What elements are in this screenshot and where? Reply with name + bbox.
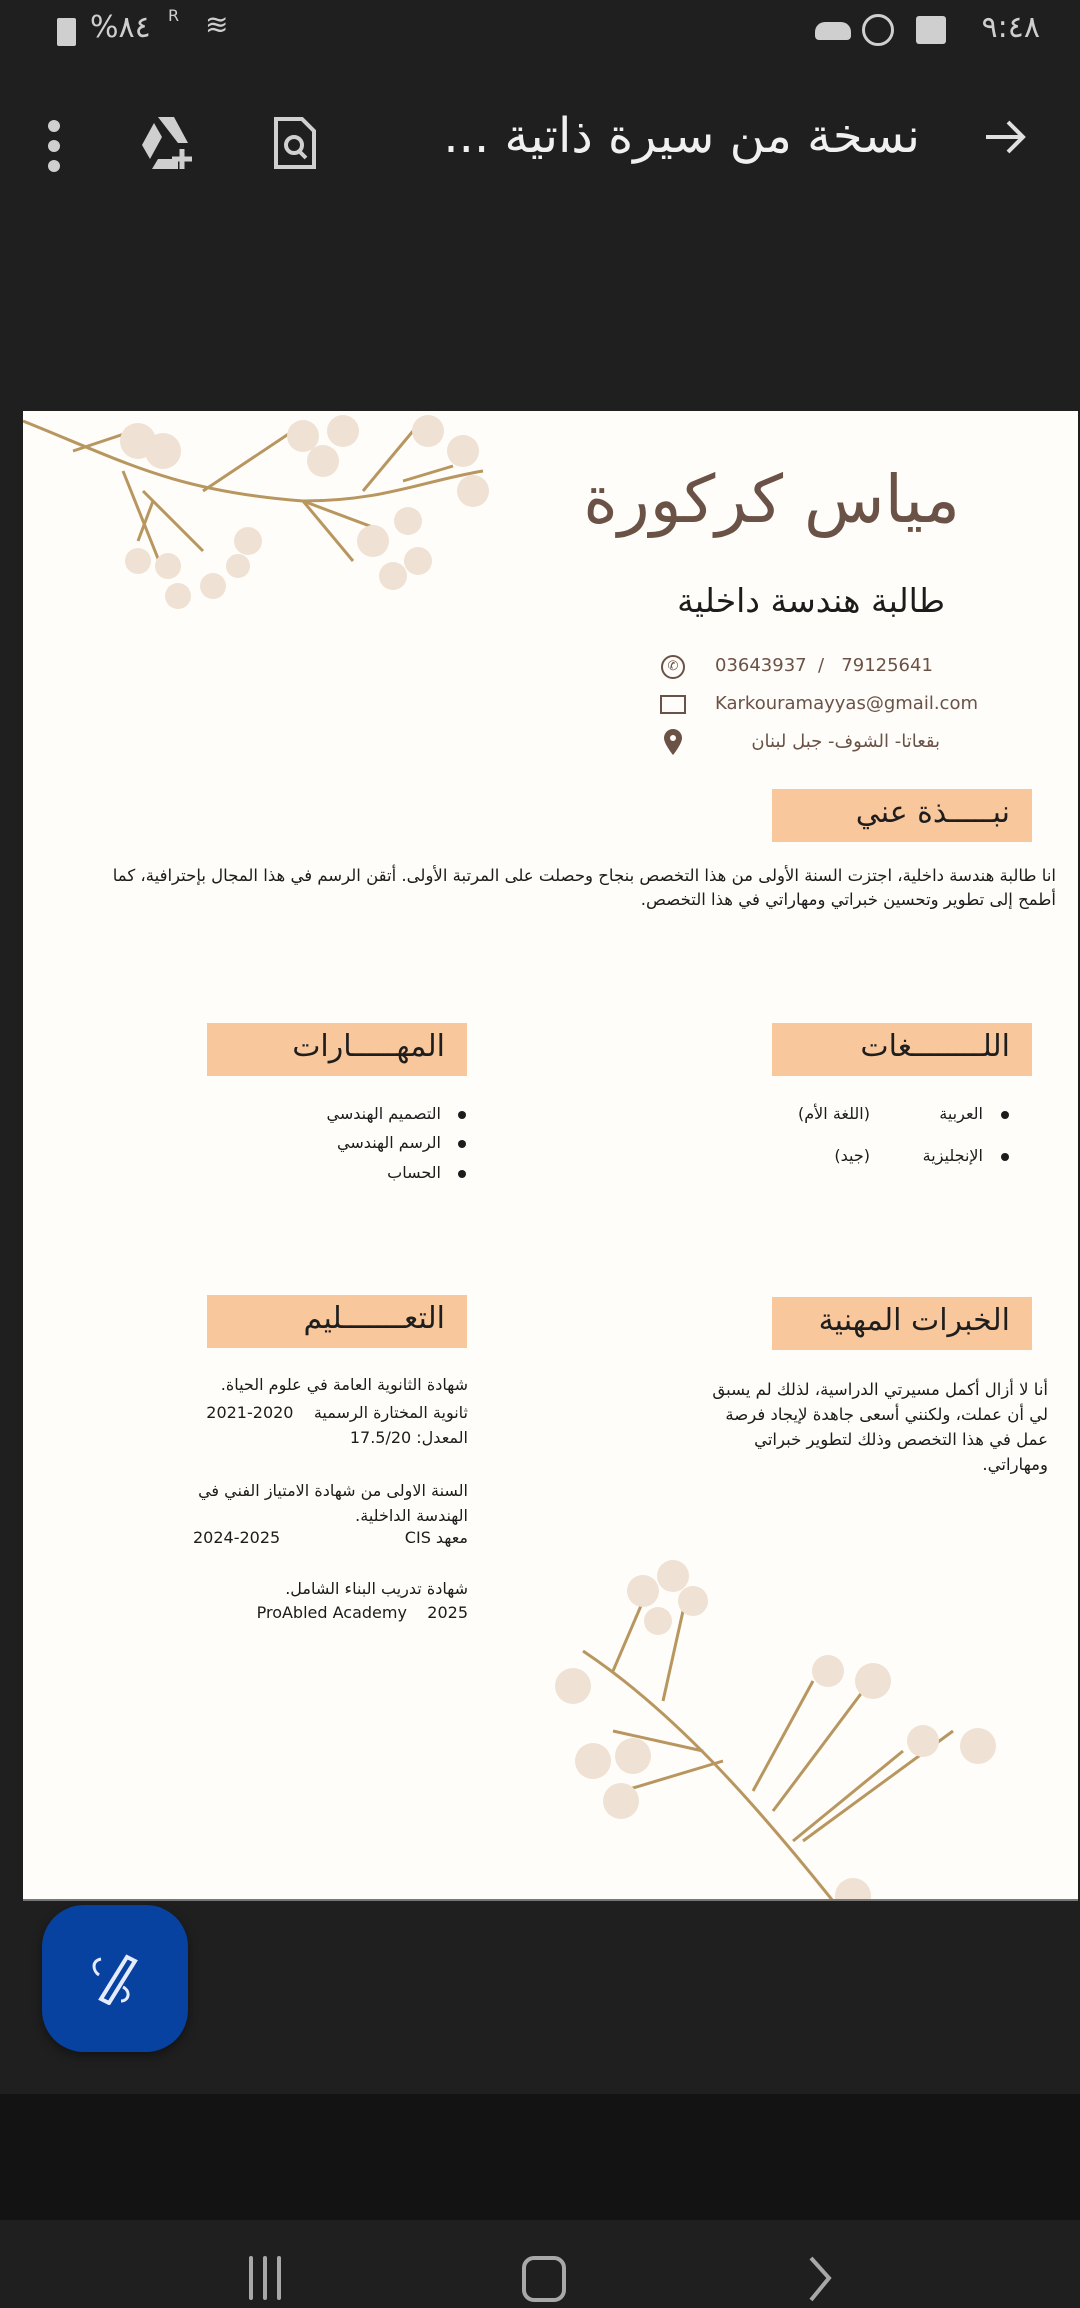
drive-add-icon — [138, 115, 200, 171]
education-line: الهندسة الداخلية. — [355, 1506, 468, 1525]
location-pin-icon — [664, 729, 682, 755]
document-title: نسخة من سيرة ذاتية ... — [443, 108, 920, 164]
education-line: 2024-2025 — [193, 1528, 281, 1547]
resume-name: مياس كركورة — [583, 461, 960, 538]
signal-icon — [168, 6, 179, 25]
about-text: انا طالبة هندسة داخلية، اجتزت السنة الأولى من هذا التخصص بنجاح وحصلت على المرتبة الأولى. أتقن الرسم في هذا المجال بإحترافية، كما أطمح إلى تطوير وتحسين خبراتي ومهاراتي في هذا التخصص. — [112, 866, 1056, 909]
bullet — [458, 1170, 466, 1178]
signal-roaming-label: R — [168, 6, 180, 25]
skill-item: الرسم الهندسي — [337, 1133, 441, 1152]
skills-heading: المهـــــارات — [207, 1023, 467, 1076]
back-button[interactable] — [980, 112, 1030, 162]
skill-item: التصميم الهندسي — [326, 1104, 441, 1123]
education-line: ProAbled Academy 2025 — [256, 1603, 468, 1622]
bullet — [458, 1111, 466, 1119]
resume-page[interactable] — [23, 411, 1078, 1901]
document-search-icon — [272, 115, 320, 171]
bullet — [1001, 1153, 1009, 1161]
more-vert-icon — [48, 120, 60, 172]
education-heading: التعـــــــليم — [207, 1295, 467, 1348]
resume-subtitle: طالبة هندسة داخلية — [677, 581, 945, 620]
experience-heading: الخبرات المهنية — [772, 1297, 1032, 1350]
contact-email[interactable]: Karkouramayyas@gmail.com — [715, 693, 978, 714]
email-icon — [660, 695, 686, 714]
home-icon — [522, 2256, 566, 2302]
education-line: السنة الاولى من شهادة الامتياز الفني في — [198, 1481, 468, 1500]
find-in-document-button[interactable] — [272, 115, 320, 171]
recent-apps-button[interactable] — [243, 2256, 287, 2302]
skill-item: الحساب — [387, 1163, 441, 1182]
language-level: (جيد) — [834, 1146, 870, 1165]
languages-heading: اللــــــــغات — [772, 1023, 1032, 1076]
about-heading: نبـــــذة عني — [772, 789, 1032, 842]
wifi-icon: ≋ — [205, 8, 229, 41]
whatsapp-icon — [862, 14, 894, 46]
education-line: المعدل: 17.5/20 — [349, 1428, 468, 1447]
battery-icon — [57, 18, 76, 46]
status-time: ٩:٤٨ — [981, 10, 1040, 45]
language-name: الإنجليزية — [922, 1146, 983, 1165]
bullet — [458, 1140, 466, 1148]
education-line: شهادة تدريب البناء الشامل. — [285, 1579, 468, 1598]
bullet — [1001, 1111, 1009, 1119]
add-to-drive-button[interactable] — [138, 115, 200, 171]
floral-decoration-top — [23, 411, 503, 611]
gallery-icon — [916, 16, 946, 44]
education-line: معهد CIS — [404, 1528, 468, 1547]
chevron-right-icon — [805, 2254, 835, 2304]
back-nav-button[interactable] — [805, 2254, 835, 2304]
system-navigation-bar — [0, 2094, 1080, 2220]
education-line: شهادة الثانوية العامة في علوم الحياة. — [220, 1375, 468, 1394]
contact-phone: 03643937 / 79125641 — [715, 655, 933, 676]
more-options-button[interactable] — [48, 120, 60, 172]
edit-fab-button[interactable] — [42, 1905, 188, 2052]
battery-level: %٨٤ — [90, 10, 151, 45]
floral-decoration-bottom — [523, 1551, 1043, 1901]
education-line: ثانوية المختارة الرسمية 2020-2021 — [206, 1403, 468, 1422]
recent-apps-icon — [243, 2256, 287, 2300]
phone-icon: ✆ — [661, 655, 685, 679]
arrow-right-icon — [980, 112, 1030, 162]
home-button[interactable] — [522, 2256, 566, 2302]
language-name: العربية — [939, 1104, 983, 1123]
experience-text: أنا لا أزال أكمل مسيرتي الدراسية، لذلك لم يسبق لي أن عملت، ولكنني أسعى جاهدة لإيجاد فرصة عمل في هذا التخصص وذلك لتطوير خبراتي ومهاراتي. — [712, 1380, 1048, 1474]
language-level: (اللغة الأم) — [798, 1104, 870, 1123]
pen-edit-icon — [87, 1953, 143, 2005]
cloud-icon — [815, 22, 851, 40]
contact-location: بقعاتا- الشوف- جبل لبنان — [751, 731, 940, 752]
